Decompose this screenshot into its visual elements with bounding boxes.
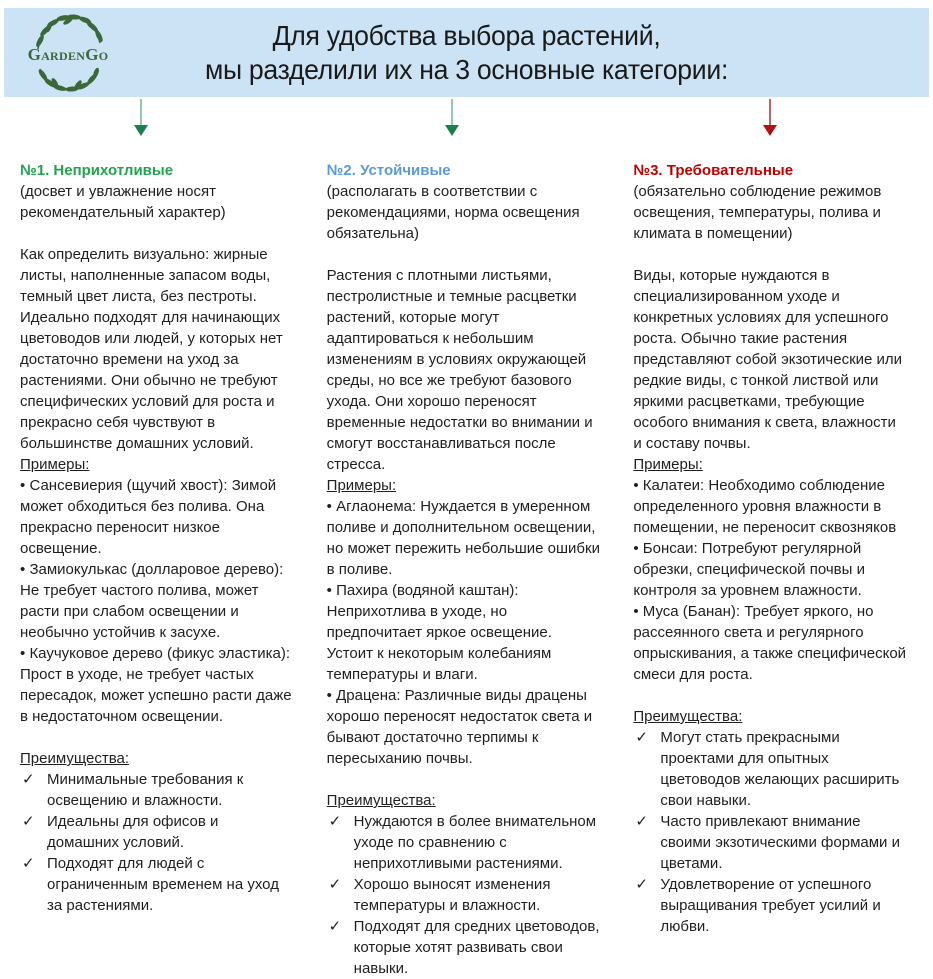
checkmark-icon: ✓ (635, 729, 648, 746)
header-band (4, 8, 929, 97)
category-2-examples-label: Примеры: (326, 477, 397, 494)
checkmark-icon: ✓ (22, 813, 35, 830)
advantage-item (20, 811, 294, 853)
checkmark-icon: ✓ (635, 813, 648, 830)
category-1-heading: №1. Неприхотливые (20, 162, 174, 179)
example-item (633, 601, 907, 685)
gardengo-logo-text: GardenGo (27, 45, 109, 64)
example-item (327, 580, 601, 685)
advantage-item (633, 874, 907, 937)
category-2-arrow-down-icon (445, 99, 459, 136)
advantage-text: Нуждаются в более внимательном уходе по сравнению с неприхотливыми растениями. (353, 813, 597, 872)
bullet-icon: • (326, 498, 332, 515)
category-column-unpretentious (20, 160, 294, 979)
example-text: Замиокулькас (долларовое дерево): Не требует частого полива, может расти при слабом освещении и необычно устойчив к засухе. (20, 561, 284, 641)
category-3-heading: №3. Требовательные (633, 162, 794, 179)
bullet-icon: • (20, 561, 26, 578)
bullet-icon: • (326, 687, 332, 704)
example-text: Сансевиерия (щучий хвост): Зимой может обходиться без полива. Она прекрасно переносит низкое освещение. (20, 477, 277, 557)
advantage-text: Подходят для средних цветоводов, которые хотят развивать свои навыки. (353, 918, 600, 977)
category-column-resilient (327, 160, 601, 979)
checkmark-icon: ✓ (328, 876, 342, 893)
advantage-text: Хорошо выносят изменения температуры и влажности. (353, 876, 551, 914)
category-1-description: Как определить визуально: жирные листы, наполненные запасом воды, темный цвет листа, без пестроты. Идеально подходят для начинающих цветоводов или людей, у которых нет достаточно времени на уход за растениями. Они обычно не требуют специфических условий для роста и прекрасно себя чувствуют в большинстве домашних условий. (20, 246, 283, 452)
advantage-text: Удовлетворение от успешного выращивания требует усилий и любви. (660, 876, 881, 935)
example-item (20, 475, 294, 559)
bullet-icon: • (633, 477, 639, 494)
example-item (633, 475, 907, 538)
example-text: Бонсаи: Потребуют регулярной обрезки, специфической почвы и контроля за уровнем влажности. (633, 540, 865, 599)
category-3-advantages-label: Преимущества: (633, 708, 743, 725)
category-3-subtitle: (обязательно соблюдение режимов освещения, температуры, полива и климата в помещении) (633, 183, 882, 242)
bullet-icon: • (326, 582, 332, 599)
bullet-icon: • (633, 603, 639, 620)
example-item (327, 685, 601, 769)
example-item (20, 559, 294, 643)
bullet-icon: • (20, 645, 26, 662)
arrow-line (451, 99, 453, 125)
category-2-advantages-label: Преимущества: (326, 792, 436, 809)
arrow-line (769, 99, 771, 125)
category-1-subtitle: (досвет и увлажнение носят рекомендательный характер) (20, 183, 226, 221)
category-2-subtitle: (располагать в соответствии с рекомендациями, норма освещения обязательна) (326, 183, 580, 242)
advantage-item (327, 916, 601, 979)
category-3-examples-label: Примеры: (633, 456, 703, 473)
category-3-description: Виды, которые нуждаются в специализированном уходе и конкретных условиях для успешного роста. Обычно такие растения представляют собой экзотические или редкие виды, с тонкой листвой или яркими расцветками, требующие особого внимания к света, влажности и составу почвы. (633, 267, 903, 452)
arrow-line (140, 99, 142, 125)
category-column-demanding (633, 160, 907, 979)
title-line-1: Для удобства выбора растений, (272, 19, 661, 51)
category-3-arrow-down-icon (763, 99, 777, 136)
page-title (27, 8, 906, 97)
checkmark-icon: ✓ (22, 771, 35, 788)
category-2-heading: №2. Устойчивые (326, 162, 451, 179)
checkmark-icon: ✓ (328, 813, 342, 830)
category-1-advantages-label: Преимущества: (20, 750, 130, 767)
example-item (633, 538, 907, 601)
categories-container (20, 160, 907, 979)
checkmark-icon: ✓ (328, 918, 342, 935)
advantage-text: Могут стать прекрасными проектами для опытных цветоводов желающих расширить свои навыки. (660, 729, 900, 809)
checkmark-icon: ✓ (635, 876, 648, 893)
advantage-item (327, 874, 601, 916)
example-text: Драцена: Различные виды драцены хорошо переносят недостаток света и бывают достаточно терпимы к пересыханию почвы. (326, 687, 593, 767)
arrow-head (763, 125, 777, 136)
bullet-icon: • (20, 477, 26, 494)
advantage-item (633, 811, 907, 874)
checkmark-icon: ✓ (22, 855, 35, 872)
category-2-description: Растения с плотными листьями, пестролистные и темные расцветки растений, которые могут адаптироваться к небольшим изменениям в условиях окружающей среды, но все же требуют базового ухода. Они хорошо переносят временные недостатки во внимании и смогут восстанавливаться после стресса. (326, 267, 593, 473)
category-1-examples-label: Примеры: (20, 456, 90, 473)
example-text: Каучуковое дерево (фикус эластика): Прост в уходе, не требует частых пересадок, может успешно расти даже в недостаточном освещении. (20, 645, 292, 725)
example-text: Муса (Банан): Требует яркого, но рассеянного света и регулярного опрыскивания, а также специфической смеси для роста. (633, 603, 907, 683)
example-item (327, 496, 601, 580)
advantage-text: Подходят для людей с ограниченным временем на уход за растениями. (47, 855, 279, 914)
title-line-2: мы разделили их на 3 основные категории: (204, 53, 729, 85)
advantage-text: Часто привлекают внимание своими экзотическими формами и цветами. (660, 813, 900, 872)
example-text: Калатеи: Необходимо соблюдение определенного уровня влажности в помещении, не переносит сквозняков (633, 477, 897, 536)
arrow-head (445, 125, 459, 136)
advantage-item (327, 811, 601, 874)
advantage-text: Минимальные требования к освещению и влажности. (47, 771, 244, 809)
example-text: Аглаонема: Нуждается в умеренном поливе и дополнительном освещении, но может пережить небольшие ошибки в поливе. (326, 498, 600, 578)
example-text: Пахира (водяной каштан): Неприхотлива в уходе, но предпочитает яркое освещение. Устоит к некоторым колебаниям температуры и влаги. (326, 582, 552, 683)
advantage-item (20, 853, 294, 916)
example-item (20, 643, 294, 727)
advantage-item (20, 769, 294, 811)
bullet-icon: • (633, 540, 639, 557)
arrow-head (134, 125, 148, 136)
category-1-arrow-down-icon (134, 99, 148, 136)
advantage-text: Идеальны для офисов и домашних условий. (47, 813, 219, 851)
advantage-item (633, 727, 907, 811)
